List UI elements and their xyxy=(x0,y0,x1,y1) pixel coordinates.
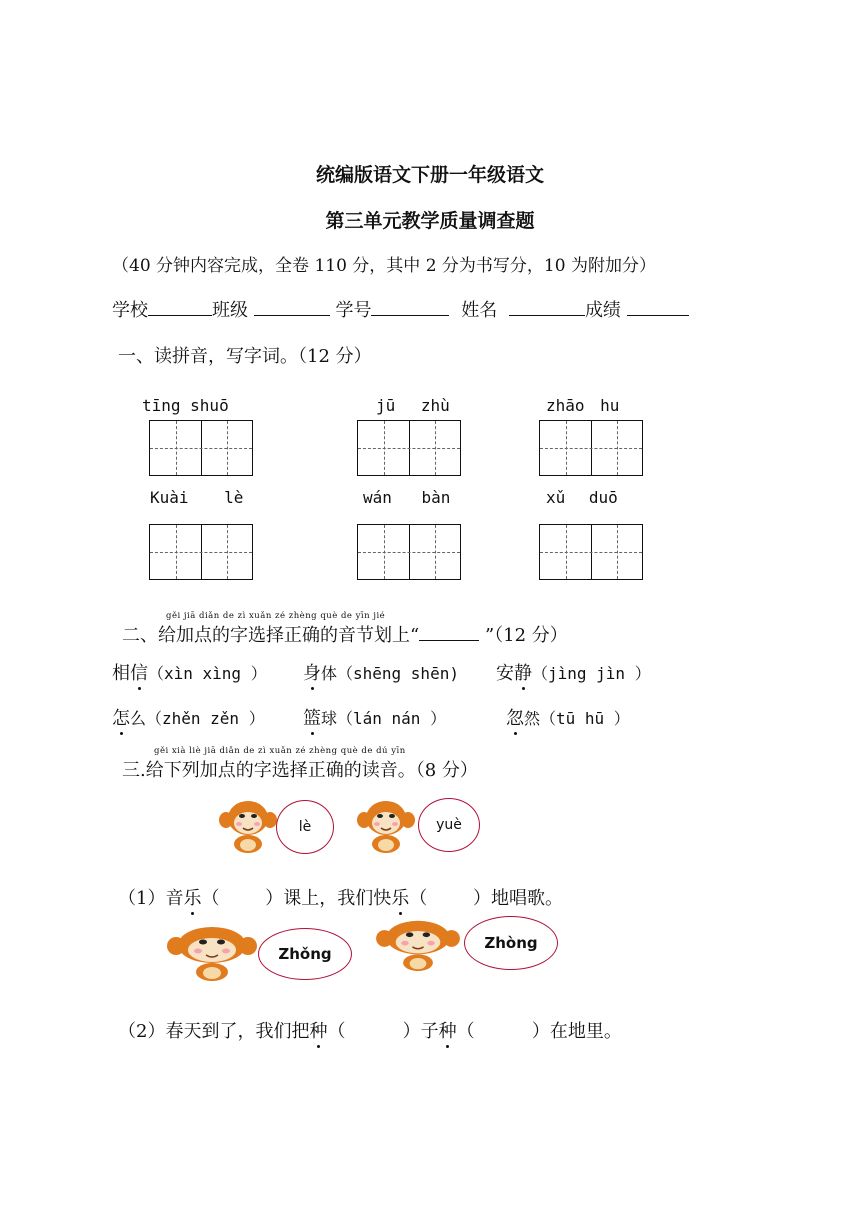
document-title: 统编版语文下册一年级语文 xyxy=(315,164,544,186)
pinyin-bubble-le[interactable]: lè xyxy=(276,800,334,854)
section2-heading: 二、给加点的字选择正确的音节划上“ ”（12 分） xyxy=(122,625,568,646)
score-blank[interactable] xyxy=(627,297,689,316)
section2-row1-item2: 身体（shēng shēn) xyxy=(303,659,459,685)
pinyin-kuai-le: Kuài lè xyxy=(150,488,244,507)
class-blank[interactable] xyxy=(254,297,330,316)
student-info-row xyxy=(112,296,689,322)
section2-row1-item1: 相信（xìn xìng ） xyxy=(112,659,267,685)
class-label: 班级 xyxy=(212,300,248,321)
exam-instructions: （40 分钟内容完成，全卷 110 分，其中 2 分为书写分，10 为附加分） xyxy=(112,256,656,276)
question-1: （1）音乐（ ）课上，我们快乐（ ）地唱歌。 xyxy=(118,884,563,910)
question-2: （2）春天到了，我们把种（ ）子种（ ）在地里。 xyxy=(118,1017,622,1043)
section2-ruby: gěi jiā diǎn de zì xuǎn zé zhèng què de yīn jié xyxy=(166,611,386,621)
pinyin-ju-zhu: jū zhù xyxy=(376,396,450,415)
monkey-icon xyxy=(218,798,278,854)
school-label: 学校 xyxy=(112,300,148,321)
section2-row1-item3: 安静（jìng jìn ） xyxy=(496,659,651,685)
name-label: 姓名 xyxy=(461,300,498,321)
writing-grid[interactable] xyxy=(539,524,643,580)
name-blank[interactable] xyxy=(509,297,585,316)
number-label: 学号 xyxy=(335,300,372,321)
section1-heading: 一、读拼音，写字词。（12 分） xyxy=(118,346,372,367)
monkey-icon xyxy=(166,924,258,982)
section2-row2-item3: 忽然（tū hū ） xyxy=(506,704,630,730)
pinyin-xu-duo: xǔ duō xyxy=(546,488,618,507)
pinyin-zhao-hu: zhāo hu xyxy=(546,396,620,415)
pinyin-bubble-zhong3[interactable]: Zhǒng xyxy=(258,928,352,980)
number-blank[interactable] xyxy=(371,297,449,316)
school-blank[interactable] xyxy=(148,297,212,316)
section2-row2-item2: 篮球（lán nán ） xyxy=(303,704,446,730)
section3-heading: 三.给下列加点的字选择正确的读音。（8 分） xyxy=(122,760,478,781)
section2-row2-item1: 怎么（zhěn zěn ） xyxy=(112,704,265,730)
writing-grid[interactable] xyxy=(539,420,643,476)
monkey-icon xyxy=(356,798,416,854)
pinyin-ting-shuo: tīng shuō xyxy=(142,396,229,415)
writing-grid[interactable] xyxy=(149,524,253,580)
pinyin-bubble-yue[interactable]: yuè xyxy=(418,798,480,852)
underline-sample xyxy=(419,626,479,641)
score-label: 成绩 xyxy=(584,300,621,321)
writing-grid[interactable] xyxy=(357,420,461,476)
pinyin-wan-ban: wán bàn xyxy=(363,488,451,507)
writing-grid[interactable] xyxy=(149,420,253,476)
document-subtitle: 第三单元教学质量调查题 xyxy=(325,210,535,232)
pinyin-bubble-zhong4[interactable]: Zhòng xyxy=(464,916,558,970)
writing-grid[interactable] xyxy=(357,524,461,580)
section3-ruby: gěi xià liè jiā diǎn de zì xuǎn zé zhèng què de dú yīn xyxy=(154,746,406,756)
monkey-icon xyxy=(372,918,464,972)
